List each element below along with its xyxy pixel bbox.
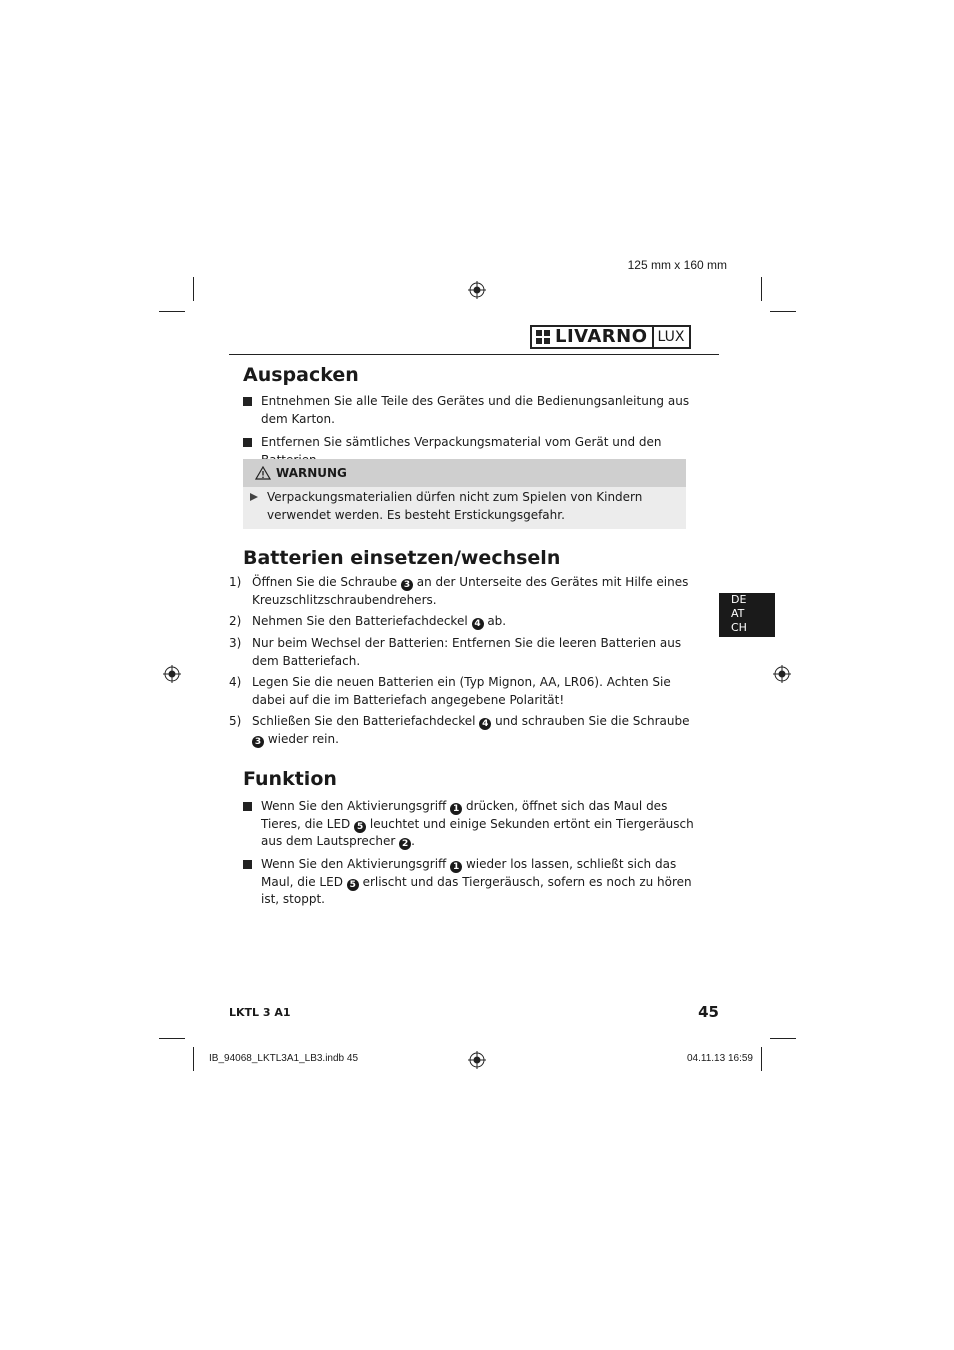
step-number: 1): [229, 575, 242, 589]
reference-number-badge: 3: [252, 736, 264, 748]
registration-mark-icon: [163, 665, 181, 683]
crop-mark: [193, 277, 194, 301]
reference-number-badge: 5: [347, 879, 359, 891]
crop-mark: [159, 311, 185, 312]
step-number: 3): [229, 636, 242, 650]
language-tab: DE AT CH: [719, 593, 775, 637]
numbered-step: [229, 635, 699, 670]
reference-number-badge: 4: [479, 718, 491, 730]
reference-number-badge: 1: [450, 803, 462, 815]
step-text: Nehmen Sie den Batteriefachdeckel 4 ab.: [252, 614, 507, 629]
slug-date: 04.11.13 16:59: [687, 1053, 753, 1064]
crop-mark: [770, 311, 796, 312]
numbered-step: [229, 613, 699, 631]
format-dimensions: 125 mm x 160 mm: [627, 258, 727, 272]
bullet-square-icon: [243, 438, 252, 447]
arrow-right-icon: [250, 493, 258, 501]
list-item-text: Wenn Sie den Aktivierungsgriff 1 drücken, öffnet sich das Maul des Tieres, die LED 5 leuchtet und einige Sekunden ertönt ein Tiergeräusch aus dem Lautsprecher 2 .: [261, 799, 694, 849]
list-item: Entfernen Sie sämtliches Verpackungsmaterial vom Gerät und den: [243, 434, 703, 469]
step-text: Legen Sie die neuen Batterien ein (Typ Mignon, AA, LR06). Achten Sie dabei auf die im Batteriefach angegebene Polarität!: [252, 675, 671, 707]
numbered-step: [229, 674, 699, 709]
model-number: LKTL 3 A1: [229, 1006, 291, 1019]
brand-logo: [530, 325, 691, 349]
numbered-step: [229, 713, 699, 748]
brand-suffix: LUX: [654, 325, 691, 349]
list-item-text: Wenn Sie den Aktivierungsgriff 1 wieder los lassen, schließt sich das Maul, die LED 5 erlischt und das Tiergeräusch, sofern es noch zu hören ist, stoppt.: [261, 857, 692, 906]
registration-mark-icon: [468, 281, 486, 299]
list-item: Entnehmen Sie alle Teile des Gerätes und die Bedienungsanleitung aus dem Karton.: [243, 393, 703, 428]
warning-text-block: [243, 489, 673, 524]
section-title-auspacken: Auspacken: [243, 364, 359, 386]
crop-mark: [193, 1047, 194, 1071]
header-rule: [229, 354, 719, 355]
reference-number-badge: 1: [450, 861, 462, 873]
step-number: 4): [229, 675, 242, 689]
crop-mark: [770, 1038, 796, 1039]
reference-number-badge: 3: [401, 579, 413, 591]
page-number: 45: [698, 1003, 719, 1021]
section-title-funktion: Funktion: [243, 768, 337, 790]
crop-mark: [159, 1038, 185, 1039]
section-title-batterien: Batterien einsetzen/wechseln: [243, 547, 561, 569]
step-number: 5): [229, 714, 242, 728]
step-text: Schließen Sie den Batteriefachdeckel 4 und schrauben Sie die Schraube 3 wieder rein.: [252, 714, 690, 747]
list-item: [243, 798, 703, 851]
brand-name: LIVARNO: [555, 326, 648, 347]
reference-number-badge: 5: [354, 821, 366, 833]
bullet-square-icon: [243, 802, 252, 811]
warning-label: WARNUNG: [276, 466, 347, 480]
step-text: Öffnen Sie die Schraube 3 an der Unterseite des Gerätes mit Hilfe eines Kreuzschlitzschraubendrehers.: [252, 575, 689, 607]
list-item: [243, 856, 703, 909]
warning-text: Verpackungsmaterialien dürfen nicht zum Spielen von Kindern verwendet werden. Es besteht Erstickungsgefahr.: [267, 490, 643, 522]
bullet-square-icon: [243, 397, 252, 406]
brand-mark-icon: [536, 330, 550, 344]
registration-mark-icon: [773, 665, 791, 683]
warning-box: [243, 459, 686, 529]
warning-triangle-icon: [255, 466, 271, 480]
crop-mark: [761, 1047, 762, 1071]
reference-number-badge: 4: [472, 618, 484, 630]
step-text: Nur beim Wechsel der Batterien: Entfernen Sie die leeren Batterien aus dem Batteriefach.: [252, 636, 682, 668]
reference-number-badge: 2: [399, 838, 411, 850]
crop-mark: [761, 277, 762, 301]
slug-filename: IB_94068_LKTL3A1_LB3.indb 45: [209, 1053, 359, 1064]
step-number: 2): [229, 614, 242, 628]
bullet-square-icon: [243, 860, 252, 869]
numbered-step: [229, 574, 699, 609]
warning-header: [243, 459, 686, 487]
registration-mark-icon: [468, 1051, 486, 1069]
